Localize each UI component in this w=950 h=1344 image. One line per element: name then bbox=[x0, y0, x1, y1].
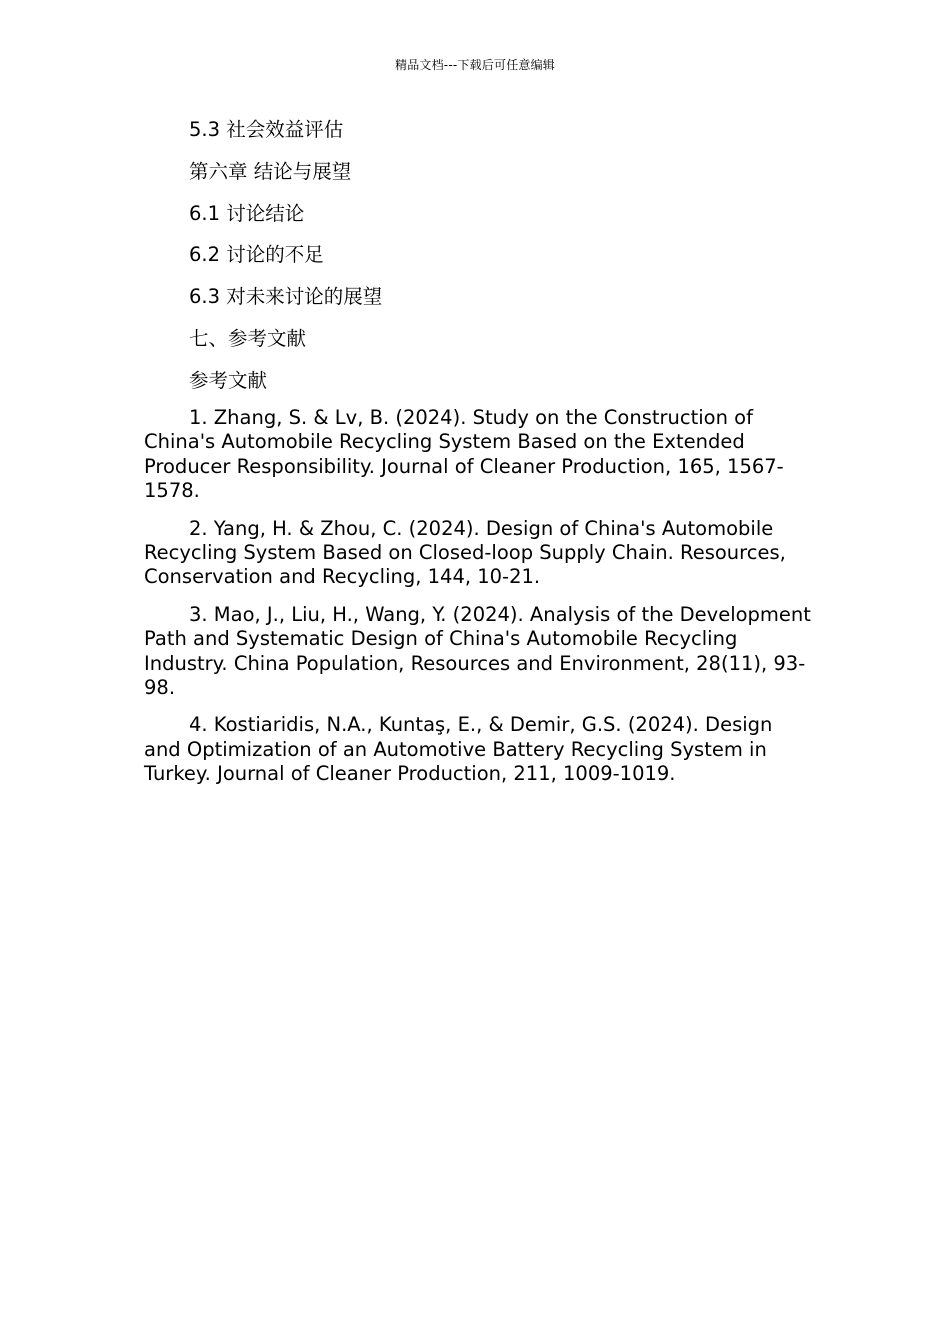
reference-item: 4. Kostiaridis, N.A., Kuntaş, E., & Demir, G.S. (2024). Design and Optimization of an Automotive Battery Recycling System in Turkey. Journal of Cleaner Production, 211, 1009-1019. bbox=[144, 713, 773, 786]
references-heading: 参考文献 bbox=[189, 368, 268, 392]
toc-item-section-7: 七、参考文献 bbox=[189, 326, 307, 350]
toc-item-6-1: 6.1 讨论结论 bbox=[189, 201, 305, 225]
table-of-contents bbox=[189, 116, 809, 409]
reference-item: 2. Yang, H. & Zhou, C. (2024). Design of China's Automobile Recycling System Based on Closed-loop Supply Chain. Resources, Conservation and Recycling, 144, 10-21. bbox=[144, 516, 786, 589]
toc-item-chapter-6: 第六章 结论与展望 bbox=[189, 159, 352, 183]
reference-list bbox=[144, 406, 812, 800]
reference-item: 1. Zhang, S. & Lv, B. (2024). Study on the Construction of China's Automobile Recycling System Based on the Extended Producer Responsibility. Journal of Cleaner Production, 165, 1567-1578. bbox=[144, 406, 784, 503]
reference-item: 3. Mao, J., Liu, H., Wang, Y. (2024). Analysis of the Development Path and Systematic Design of China's Automobile Recycling Industry. China Population, Resources and Environment, 28(11), 93-98. bbox=[144, 602, 811, 700]
page-header: 精品文档---下载后可任意编辑 bbox=[395, 58, 555, 72]
toc-item-6-3: 6.3 对未来讨论的展望 bbox=[189, 285, 383, 309]
toc-item-5-3: 5.3 社会效益评估 bbox=[189, 118, 344, 141]
toc-item-6-2: 6.2 讨论的不足 bbox=[189, 243, 324, 267]
